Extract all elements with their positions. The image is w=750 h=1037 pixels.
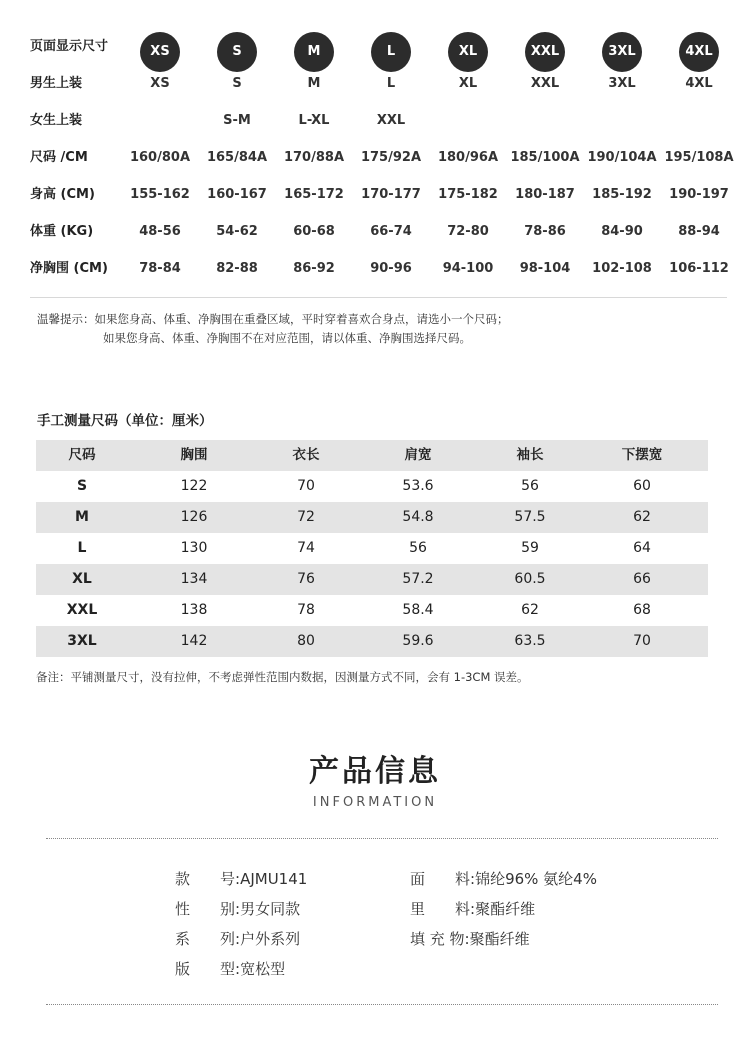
measure-cell: 142 — [180, 633, 208, 649]
size-row — [0, 65, 750, 102]
measure-cell: XL — [72, 571, 92, 587]
size-cell: M — [307, 76, 321, 91]
size-cell: 94-100 — [442, 261, 494, 276]
product-info-key: 版 型: — [175, 960, 241, 978]
size-cell: 86-92 — [293, 261, 335, 276]
measure-row — [36, 533, 708, 564]
measure-cell: 70 — [633, 633, 651, 649]
size-cell: 4XL — [685, 76, 713, 91]
product-info-key: 里 料: — [410, 900, 476, 918]
size-cell: XXL — [530, 76, 560, 91]
product-info-value: 聚酯纤维 — [475, 900, 536, 918]
product-info-key: 填 充 物: — [410, 930, 470, 948]
dotted-divider — [46, 1004, 718, 1005]
size-row-label: 男生上装 — [30, 76, 83, 91]
size-cell: S — [232, 76, 242, 91]
size-cell: 185/100A — [510, 150, 580, 165]
measure-title: 手工测量尺码（单位：厘米） — [37, 413, 213, 429]
measure-cell: 57.5 — [514, 509, 546, 525]
size-row-label: 尺码 /CM — [30, 150, 88, 165]
size-row — [0, 102, 750, 139]
measure-cell: 59.6 — [402, 633, 434, 649]
dotted-divider — [46, 838, 718, 839]
size-cell: 54-62 — [216, 224, 258, 239]
product-info-item — [175, 958, 285, 979]
measure-cell: 54.8 — [402, 509, 434, 525]
size-cell: 190-197 — [669, 187, 729, 202]
size-cell: 66-74 — [370, 224, 412, 239]
size-cell: 3XL — [608, 76, 636, 91]
size-cell: XXL — [376, 113, 406, 128]
product-info-item — [410, 928, 530, 949]
product-info-item — [410, 898, 535, 919]
measure-cell: 74 — [297, 540, 315, 556]
product-info-value: 聚酯纤维 — [469, 930, 530, 948]
size-cell: 170-177 — [361, 187, 421, 202]
product-info-value: 锦纶96% 氨纶4% — [475, 870, 597, 888]
measure-row — [36, 595, 708, 626]
product-title: 产品信息 — [309, 754, 441, 789]
size-row-label: 女生上装 — [30, 113, 83, 128]
measure-header-cell: 肩宽 — [404, 447, 432, 463]
size-circle: XL — [448, 32, 488, 72]
measure-cell: 62 — [633, 509, 651, 525]
size-cell: 78-86 — [524, 224, 566, 239]
product-info-item — [175, 928, 300, 949]
measure-cell: 78 — [297, 602, 315, 618]
measure-row — [36, 502, 708, 533]
size-row — [0, 139, 750, 176]
size-row-label: 身高 (CM) — [30, 187, 95, 202]
size-cell: 90-96 — [370, 261, 412, 276]
measure-header-cell: 尺码 — [68, 447, 96, 463]
size-cell: 180/96A — [437, 150, 499, 165]
measure-cell: 60 — [633, 478, 651, 494]
measure-cell: 76 — [297, 571, 315, 587]
measure-note: 备注：平铺测量尺寸，没有拉伸，不考虑弹性范围内数据，因测量方式不同，会有 1-3CM 误差。 — [36, 670, 529, 684]
measure-header-cell: 胸围 — [180, 447, 208, 463]
product-info-item — [175, 898, 300, 919]
size-cell: XS — [150, 76, 170, 91]
size-row-label: 净胸围 (CM) — [30, 261, 108, 276]
product-info-key: 款 号: — [175, 870, 241, 888]
measure-header-cell: 下摆宽 — [621, 447, 663, 463]
tip-line: 温馨提示：如果您身高、体重、净胸围在重叠区域，平时穿着喜欢合身点，请选小一个尺码； — [37, 312, 509, 326]
measure-cell: 134 — [180, 571, 208, 587]
size-circle: XS — [140, 32, 180, 72]
size-cell: 185-192 — [592, 187, 652, 202]
size-cell: S-M — [223, 113, 251, 128]
size-cell: L — [386, 76, 396, 91]
measure-cell: S — [76, 478, 88, 494]
size-cell: 102-108 — [592, 261, 652, 276]
measure-cell: 3XL — [67, 633, 97, 649]
measure-cell: 59 — [521, 540, 539, 556]
size-cell: 88-94 — [678, 224, 720, 239]
measure-cell: L — [77, 540, 87, 556]
size-row — [0, 213, 750, 250]
measure-cell: 80 — [297, 633, 315, 649]
size-cell: 60-68 — [293, 224, 335, 239]
measure-cell: 138 — [180, 602, 208, 618]
size-cell: 160/80A — [129, 150, 191, 165]
product-info-value: 宽松型 — [240, 960, 286, 978]
measure-cell: 57.2 — [402, 571, 434, 587]
measure-cell: 56 — [409, 540, 427, 556]
measure-cell: 130 — [180, 540, 208, 556]
size-cell: 170/88A — [283, 150, 345, 165]
size-cell: 84-90 — [601, 224, 643, 239]
measure-cell: 56 — [521, 478, 539, 494]
size-cell: 155-162 — [130, 187, 190, 202]
size-cell: 195/108A — [664, 150, 734, 165]
size-row — [0, 176, 750, 213]
size-circle: XXL — [525, 32, 565, 72]
size-header-label: 页面显示尺寸 — [30, 39, 109, 54]
measure-cell: 58.4 — [402, 602, 434, 618]
measure-row — [36, 564, 708, 595]
measure-cell: 68 — [633, 602, 651, 618]
measure-row — [36, 471, 708, 502]
size-cell: 190/104A — [587, 150, 657, 165]
measure-cell: M — [75, 509, 89, 525]
measure-cell: 126 — [180, 509, 208, 525]
size-cell: 48-56 — [139, 224, 181, 239]
product-subtitle: INFORMATION — [312, 795, 438, 810]
measure-cell: 60.5 — [514, 571, 546, 587]
product-info-value: AJMU141 — [240, 870, 308, 888]
measure-cell: 70 — [297, 478, 315, 494]
measure-cell: 62 — [521, 602, 539, 618]
size-cell: 165-172 — [284, 187, 344, 202]
product-info-value: 男女同款 — [240, 900, 301, 918]
size-cell: 72-80 — [447, 224, 489, 239]
size-circle: 3XL — [602, 32, 642, 72]
measure-header-cell: 袖长 — [516, 447, 544, 463]
size-circle: S — [217, 32, 257, 72]
measure-cell: 72 — [297, 509, 315, 525]
measure-cell: 122 — [180, 478, 208, 494]
product-info-item — [175, 868, 307, 889]
size-cell: 82-88 — [216, 261, 258, 276]
product-info-value: 户外系列 — [240, 930, 301, 948]
measure-cell: XXL — [66, 602, 98, 618]
size-cell: 175/92A — [360, 150, 422, 165]
size-circle: 4XL — [679, 32, 719, 72]
size-cell: 180-187 — [515, 187, 575, 202]
measure-cell: 66 — [633, 571, 651, 587]
size-cell: XL — [458, 76, 478, 91]
measure-header-cell: 衣长 — [292, 447, 320, 463]
size-cell: 175-182 — [438, 187, 498, 202]
measure-cell: 64 — [633, 540, 651, 556]
product-info-key: 系 列: — [175, 930, 241, 948]
measure-cell: 63.5 — [514, 633, 546, 649]
size-cell: 106-112 — [669, 261, 729, 276]
size-row-label: 体重 (KG) — [30, 224, 94, 239]
divider — [30, 297, 727, 298]
size-cell: 98-104 — [519, 261, 571, 276]
size-circle: L — [371, 32, 411, 72]
tip-text — [37, 310, 509, 348]
product-info-key: 性 别: — [175, 900, 241, 918]
size-header-row — [0, 27, 750, 67]
measure-header-row — [36, 440, 708, 471]
measure-row — [36, 626, 708, 657]
size-circle: M — [294, 32, 334, 72]
tip-line: 如果您身高、体重、净胸围不在对应范围，请以体重、净胸围选择尺码。 — [103, 331, 471, 345]
product-info-key: 面 料: — [410, 870, 476, 888]
size-cell: 160-167 — [207, 187, 267, 202]
size-row — [0, 250, 750, 287]
measure-cell: 53.6 — [402, 478, 434, 494]
size-cell: L-XL — [298, 113, 330, 128]
size-cell: 165/84A — [206, 150, 268, 165]
size-cell: 78-84 — [139, 261, 181, 276]
product-info-item — [410, 868, 597, 889]
